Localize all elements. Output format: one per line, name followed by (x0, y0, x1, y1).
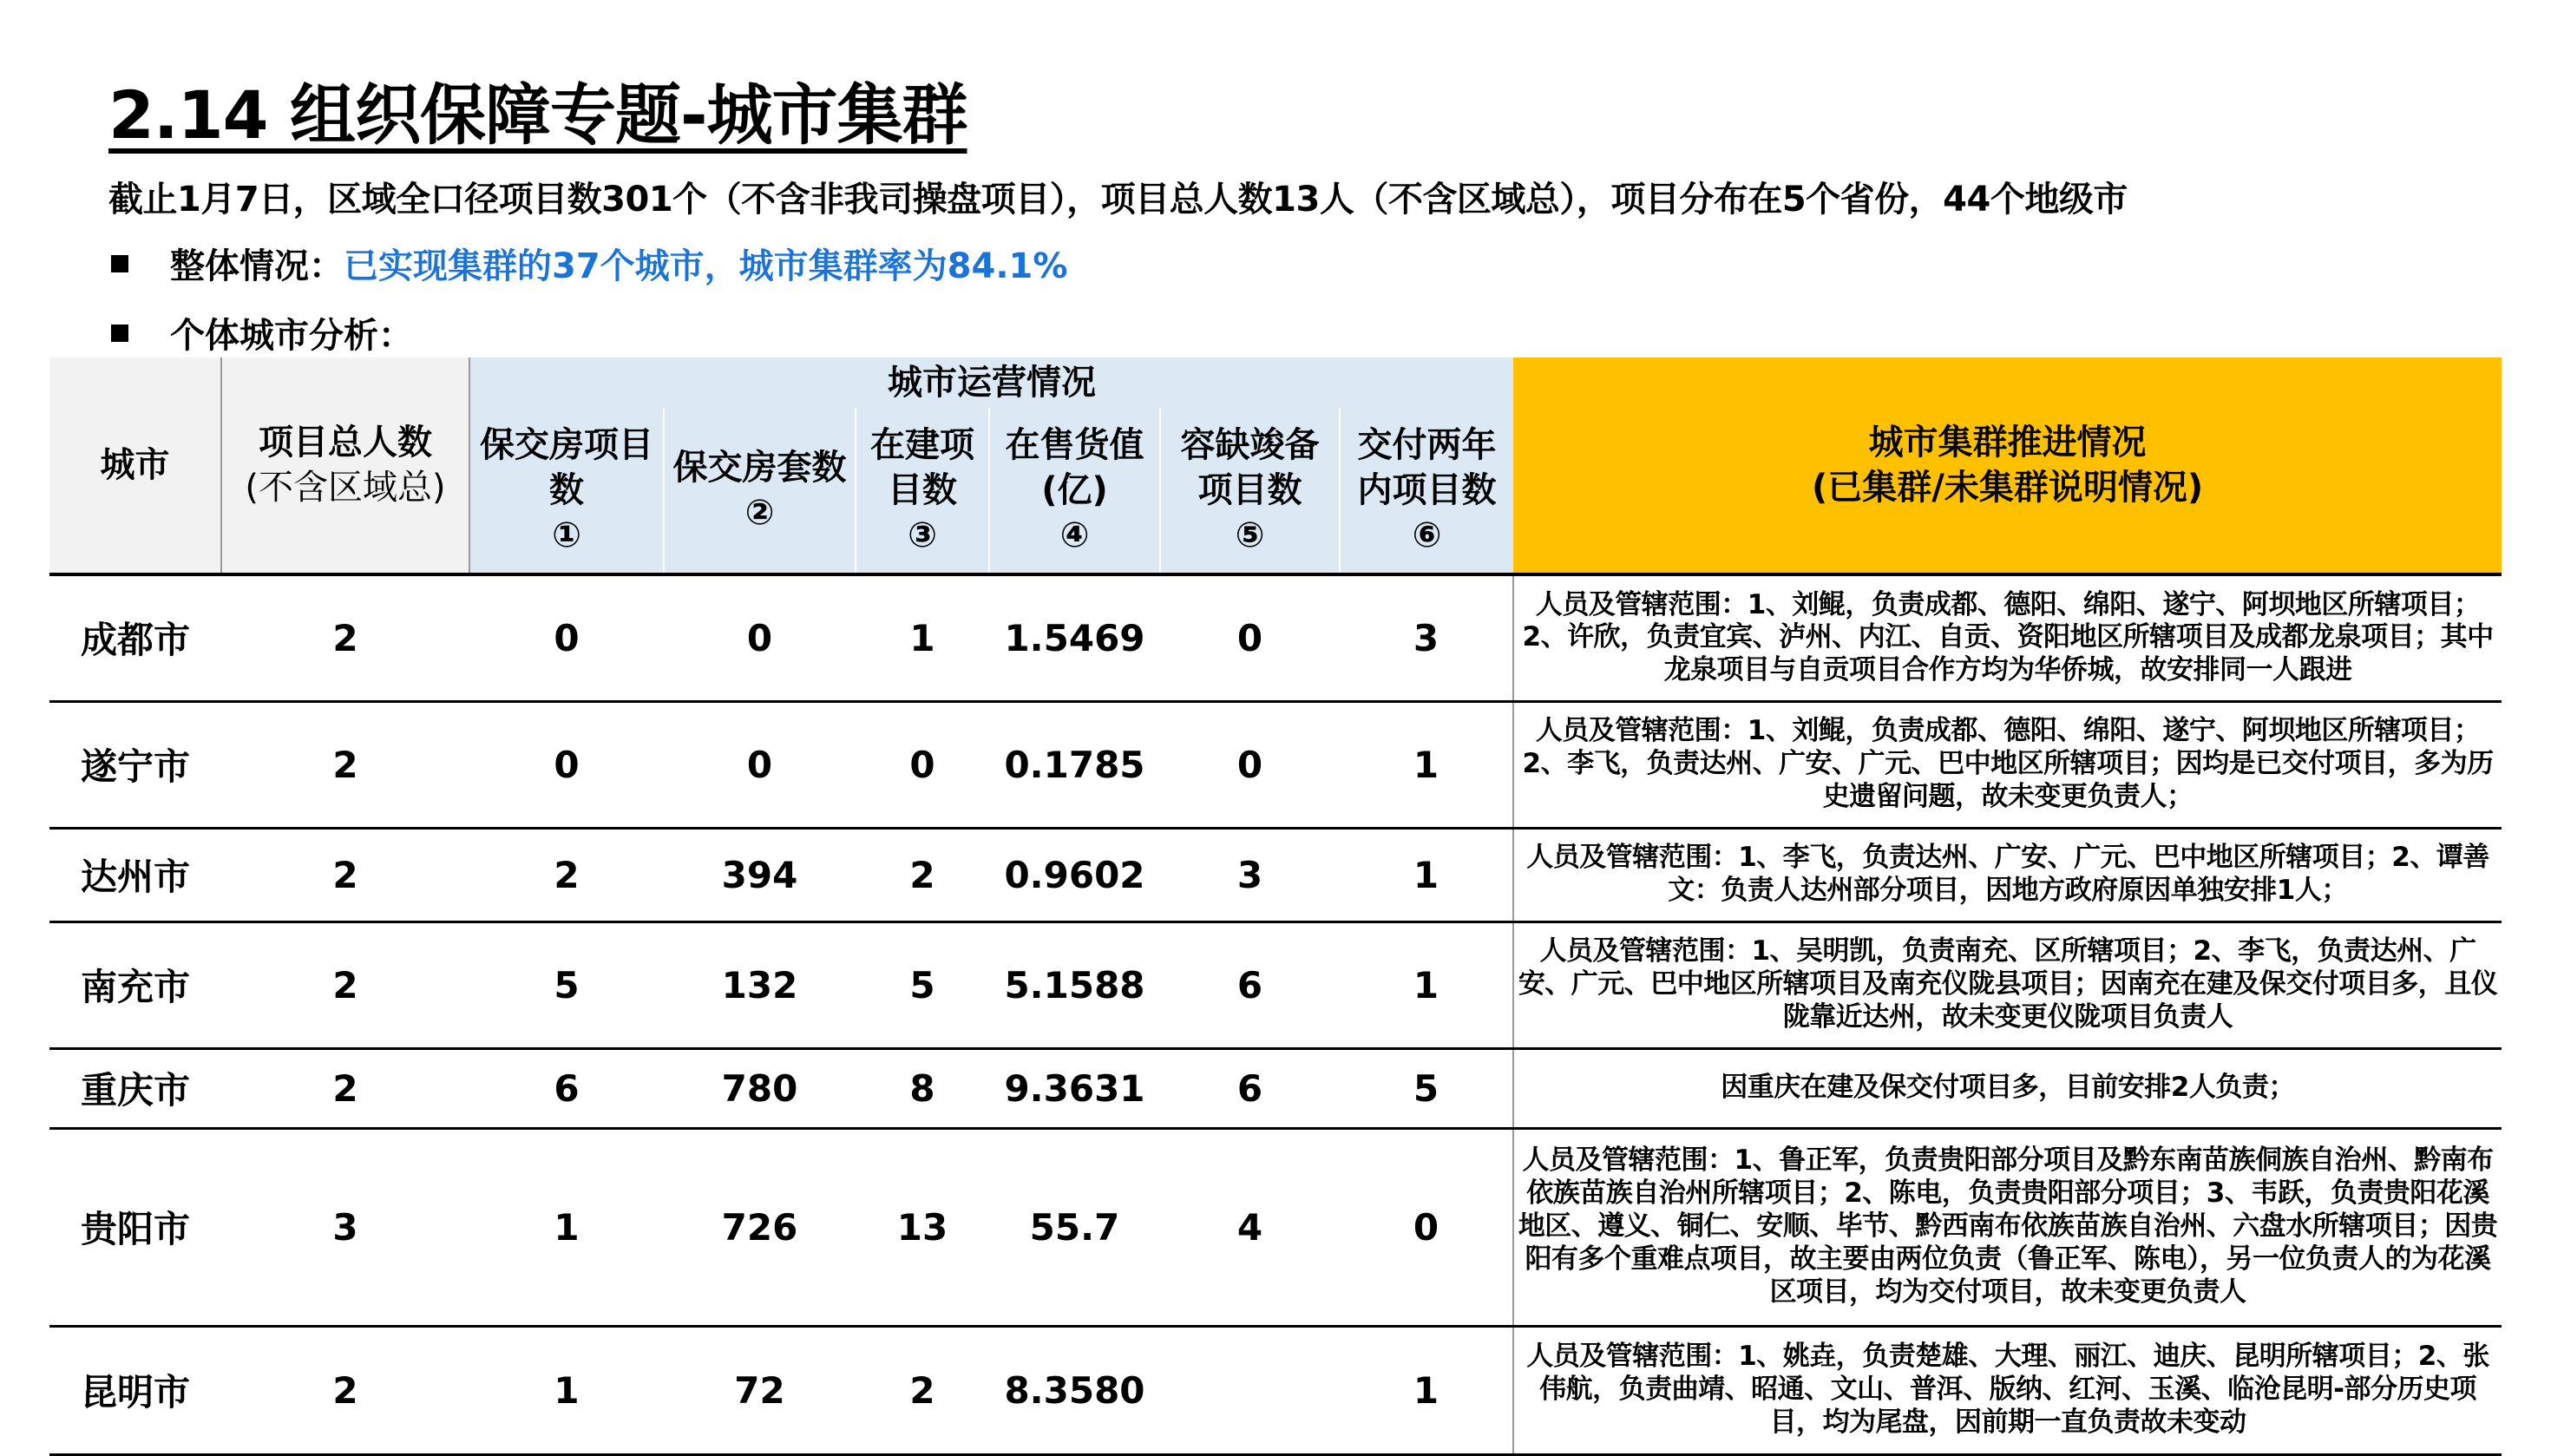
header-people-line1: 项目总人数 (259, 423, 432, 462)
value-cell-c6: 1 (1340, 828, 1513, 921)
header-ops-group: 城市运营情况 (469, 357, 1513, 408)
value-cell-people: 2 (221, 1326, 469, 1454)
note-cell: 因重庆在建及保交付项目多，目前安排2人负责； (1513, 1048, 2502, 1128)
square-bullet-icon (111, 325, 128, 342)
value-cell-c2: 726 (664, 1128, 856, 1326)
value-cell-c4: 9.3631 (989, 1048, 1160, 1128)
table-row (49, 1048, 2502, 1128)
value-cell-c5: 0 (1160, 701, 1340, 828)
value-cell-c1: 5 (469, 921, 664, 1048)
individual-label: 个体城市分析： (170, 316, 413, 356)
header-ops-col-line2: 内项目数 (1357, 470, 1497, 510)
table-row (49, 921, 2502, 1048)
value-cell-c3: 1 (856, 574, 989, 701)
header-ops-col (469, 408, 664, 574)
value-cell-c6: 1 (1340, 921, 1513, 1048)
square-bullet-icon (111, 255, 128, 272)
header-ops-col (856, 408, 989, 574)
value-cell-c6: 3 (1340, 574, 1513, 701)
overall-label: 整体情况： (170, 246, 344, 286)
note-cell: 人员及管辖范围：1、姚垚，负责楚雄、大理、丽江、迪庆、昆明所辖项目；2、张伟航，负责曲靖、昭通、文山、普洱、版纳、红河、玉溪、临沧昆明-部分历史项目，均为尾盘，因前期一直负责故未变动 (1513, 1326, 2502, 1454)
value-cell-c5: 3 (1160, 828, 1340, 921)
header-ops-col-line1: 交付两年 (1357, 425, 1497, 465)
value-cell-c2: 72 (664, 1326, 856, 1454)
header-ops-col (989, 408, 1160, 574)
value-cell-c1: 1 (469, 1326, 664, 1454)
value-cell-c6: 5 (1340, 1048, 1513, 1128)
value-cell-c2: 394 (664, 828, 856, 921)
city-cell: 贵阳市 (49, 1128, 221, 1326)
city-cluster-table (49, 357, 2502, 1456)
value-cell-c6: 0 (1340, 1128, 1513, 1326)
header-ops-col (1160, 408, 1340, 574)
value-cell-c3: 0 (856, 701, 989, 828)
header-ops-col-mark: ⑥ (1412, 515, 1442, 555)
note-cell: 人员及管辖范围：1、李飞，负责达州、广安、广元、巴中地区所辖项目；2、谭善文：负责人达州部分项目，因地方政府原因单独安排1人； (1513, 828, 2502, 921)
individual-line (111, 308, 413, 357)
value-cell-c1: 1 (469, 1128, 664, 1326)
note-cell: 人员及管辖范围：1、刘鲲，负责成都、德阳、绵阳、遂宁、阿坝地区所辖项目；2、李飞，负责达州、广安、广元、巴中地区所辖项目；因均是已交付项目，多为历史遗留问题，故未变更负责人； (1513, 701, 2502, 828)
value-cell-c2: 0 (664, 701, 856, 828)
overall-line (111, 239, 1067, 288)
header-ops-col-mark: ④ (1059, 515, 1090, 555)
value-cell-c4: 55.7 (989, 1128, 1160, 1326)
value-cell-c1: 0 (469, 574, 664, 701)
value-cell-c5: 0 (1160, 574, 1340, 701)
header-ops-col-line1: 在建项 (870, 425, 974, 465)
header-ops-col-line1: 保交房项目 (480, 425, 653, 465)
table-row (49, 574, 2502, 701)
value-cell-c3: 5 (856, 921, 989, 1048)
value-cell-c4: 1.5469 (989, 574, 1160, 701)
value-cell-c4: 0.1785 (989, 701, 1160, 828)
value-cell-people: 2 (221, 701, 469, 828)
table-row (49, 828, 2502, 921)
header-ops-col-mark: ① (552, 515, 581, 555)
value-cell-c5 (1160, 1326, 1340, 1454)
header-ops-col-line1: 保交房套数 (672, 448, 847, 488)
header-ops-col-line1: 容缺竣备 (1180, 425, 1320, 465)
note-cell: 人员及管辖范围：1、吴明凯，负责南充、区所辖项目；2、李飞，负责达州、广安、广元、巴中地区所辖项目及南充仪陇县项目；因南充在建及保交付项目多，且仪陇靠近达州，故未变更仪陇项目负责人 (1513, 921, 2502, 1048)
page-title: 2.14 组织保障专题-城市集群 (108, 76, 967, 154)
value-cell-people: 2 (221, 574, 469, 701)
header-progress (1513, 357, 2502, 574)
value-cell-c6: 1 (1340, 1326, 1513, 1454)
value-cell-c3: 13 (856, 1128, 989, 1326)
header-ops-col-mark: ② (744, 493, 775, 533)
table-row (49, 701, 2502, 828)
value-cell-people: 2 (221, 828, 469, 921)
header-ops-col-line2: 目数 (888, 470, 957, 510)
header-ops-col-line2: 项目数 (1197, 470, 1302, 510)
header-people (221, 357, 469, 574)
header-ops-col-line2: 数 (549, 470, 584, 510)
city-cell: 达州市 (49, 828, 221, 921)
value-cell-people: 2 (221, 1048, 469, 1128)
value-cell-c2: 0 (664, 574, 856, 701)
header-ops-col-line1: 在售货值 (1005, 425, 1144, 465)
value-cell-people: 3 (221, 1128, 469, 1326)
header-ops-col-mark: ⑤ (1235, 515, 1265, 555)
value-cell-c6: 1 (1340, 701, 1513, 828)
value-cell-c1: 6 (469, 1048, 664, 1128)
value-cell-c2: 132 (664, 921, 856, 1048)
value-cell-c3: 2 (856, 828, 989, 921)
value-cell-c3: 8 (856, 1048, 989, 1128)
value-cell-c5: 6 (1160, 1048, 1340, 1128)
overall-value: 已实现集群的37个城市，城市集群率为84.1% (344, 246, 1068, 286)
header-ops-col (664, 408, 856, 574)
table-row (49, 1326, 2502, 1454)
city-cell: 成都市 (49, 574, 221, 701)
value-cell-c4: 8.3580 (989, 1326, 1160, 1454)
header-progress-line1: 城市集群推进情况 (1868, 423, 2147, 462)
value-cell-people: 2 (221, 921, 469, 1048)
header-ops-col (1340, 408, 1513, 574)
city-cell: 重庆市 (49, 1048, 221, 1128)
header-people-line2: (不含区域总) (245, 468, 446, 508)
value-cell-c1: 2 (469, 828, 664, 921)
header-ops-col-line2: (亿) (1041, 470, 1108, 510)
value-cell-c4: 5.1588 (989, 921, 1160, 1048)
note-cell: 人员及管辖范围：1、鲁正军，负责贵阳部分项目及黔东南苗族侗族自治州、黔南布依族苗族自治州所辖项目；2、陈电，负责贵阳部分项目；3、韦跃，负责贵阳花溪地区、遵义、铜仁、安顺、毕节、黔西南布依族苗族自治州、六盘水所辖项目；因贵阳有多个重难点项目，故主要由两位负责（鲁正军、陈电），另一位负责人的为花溪区项目，均为交付项目，故未变更负责人 (1513, 1128, 2502, 1326)
header-ops-col-mark: ③ (908, 515, 937, 555)
table-row (49, 1128, 2502, 1326)
header-progress-line2: (已集群/未集群说明情况) (1811, 468, 2204, 508)
note-cell: 人员及管辖范围：1、刘鲲，负责成都、德阳、绵阳、遂宁、阿坝地区所辖项目；2、许欣，负责宜宾、泸州、内江、自贡、资阳地区所辖项目及成都龙泉项目；其中龙泉项目与自贡项目合作方均为华侨城，故安排同一人跟进 (1513, 574, 2502, 701)
value-cell-c3: 2 (856, 1326, 989, 1454)
city-cell: 南充市 (49, 921, 221, 1048)
value-cell-c2: 780 (664, 1048, 856, 1128)
value-cell-c1: 0 (469, 701, 664, 828)
summary-text: 截止1月7日，区域全口径项目数301个（不含非我司操盘项目），项目总人数13人（不含区域总），项目分布在5个省份，44个地级市 (108, 180, 2128, 220)
city-cell: 昆明市 (49, 1326, 221, 1454)
header-city: 城市 (49, 357, 221, 574)
value-cell-c5: 6 (1160, 921, 1340, 1048)
city-cell: 遂宁市 (49, 701, 221, 828)
value-cell-c5: 4 (1160, 1128, 1340, 1326)
value-cell-c4: 0.9602 (989, 828, 1160, 921)
